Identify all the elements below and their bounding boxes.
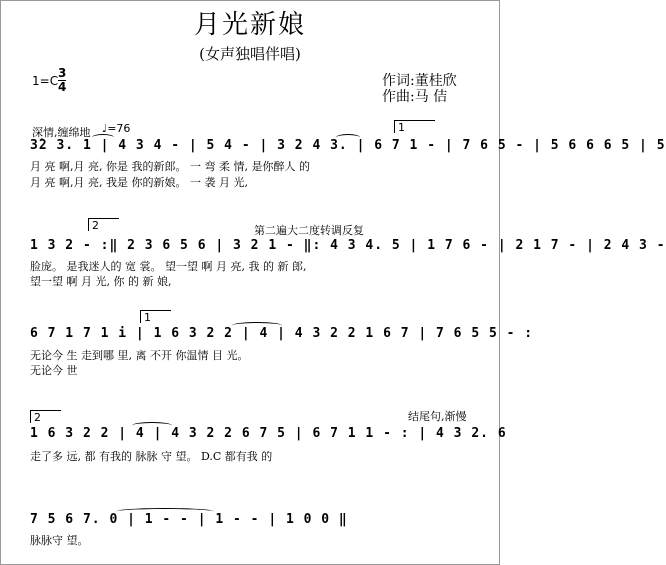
- performance-note-1: 第二遍大二度转调反复: [254, 224, 364, 237]
- slur-mark: [132, 422, 172, 429]
- tempo-mark: ♩=76: [102, 122, 131, 135]
- notation-line-1: 3̇2 3. 1 | 4 3 4 - | 5 4 - | 3 2 4 3. | 6 7 1 - | 7 6 5 - | 5 6 6 6 5 | 5: [30, 138, 666, 153]
- lyric-line-4a: 走了多 远, 都 有我的 脉脉 守 望。 D.C 都有我 的: [30, 450, 273, 463]
- lyric-line-5a: 脉脉守 望。: [30, 534, 89, 547]
- song-title: 月光新娘: [193, 10, 306, 40]
- slur-mark: [232, 322, 282, 329]
- composer-credit: 作曲:马 佶: [382, 89, 448, 105]
- volta-bracket-4: 2: [30, 410, 61, 423]
- volta-bracket-2: 2: [88, 218, 119, 231]
- volta-bracket-1: 1: [394, 120, 435, 133]
- meter-top: 3: [58, 66, 67, 80]
- performance-note-2: 结尾句,渐慢: [408, 410, 467, 423]
- notation-line-5: 7 5 6 7. 0 | 1 - - | 1 - - | 1 0 0 ‖: [30, 512, 348, 527]
- expression-mark: 深情,缠绵地: [32, 126, 91, 139]
- slur-mark: [336, 134, 360, 141]
- lyric-line-3a: 无论今 生 走到哪 里, 离 不开 你温情 目 光。: [30, 349, 249, 362]
- volta-bracket-3: 1: [140, 310, 171, 323]
- slur-mark: [92, 134, 114, 141]
- lyricist-credit: 作词:董桂欣: [382, 73, 457, 89]
- meter-bottom: 4: [58, 80, 67, 94]
- notation-line-3: 6 7 1 7 1 i | 1 6 3 2 2 | 4 | 4 3 2 2 1 6 7 | 7 6 5 5 - :: [30, 326, 534, 341]
- lyric-line-1b: 月 亮 啊,月 亮, 我是 你的新娘。 一 袭 月 光,: [30, 176, 248, 189]
- notation-line-2: 1 3 2 - :‖ 2 3 6 5 6 | 3 2 1 - ‖: 4 3 4. 5 | 1 7 6 - | 2 1 7 - | 2 4 3 -: [30, 238, 666, 253]
- lyric-line-2b: 望一望 啊 月 光, 你 的 新 娘,: [30, 275, 172, 288]
- lyric-line-3b: 无论今 世: [30, 364, 78, 377]
- key-signature: 1=C: [32, 74, 59, 88]
- lyric-line-2a: 脸庞。 是我迷人的 宽 裳。 望一望 啊 月 亮, 我 的 新 郎,: [30, 260, 307, 273]
- song-subtitle: (女声独唱伴唱): [199, 45, 301, 63]
- notation-line-4: 1 6 3 2 2 | 4 | 4 3 2 2 6 7 5 | 6 7 1 1 - : | 4 3 2. 6: [30, 426, 507, 441]
- slur-mark: [116, 508, 214, 515]
- time-signature: [58, 67, 66, 94]
- lyric-line-1a: 月 亮 啊,月 亮, 你是 我的新郎。 一 弯 柔 情, 是你醉人 的: [30, 160, 310, 173]
